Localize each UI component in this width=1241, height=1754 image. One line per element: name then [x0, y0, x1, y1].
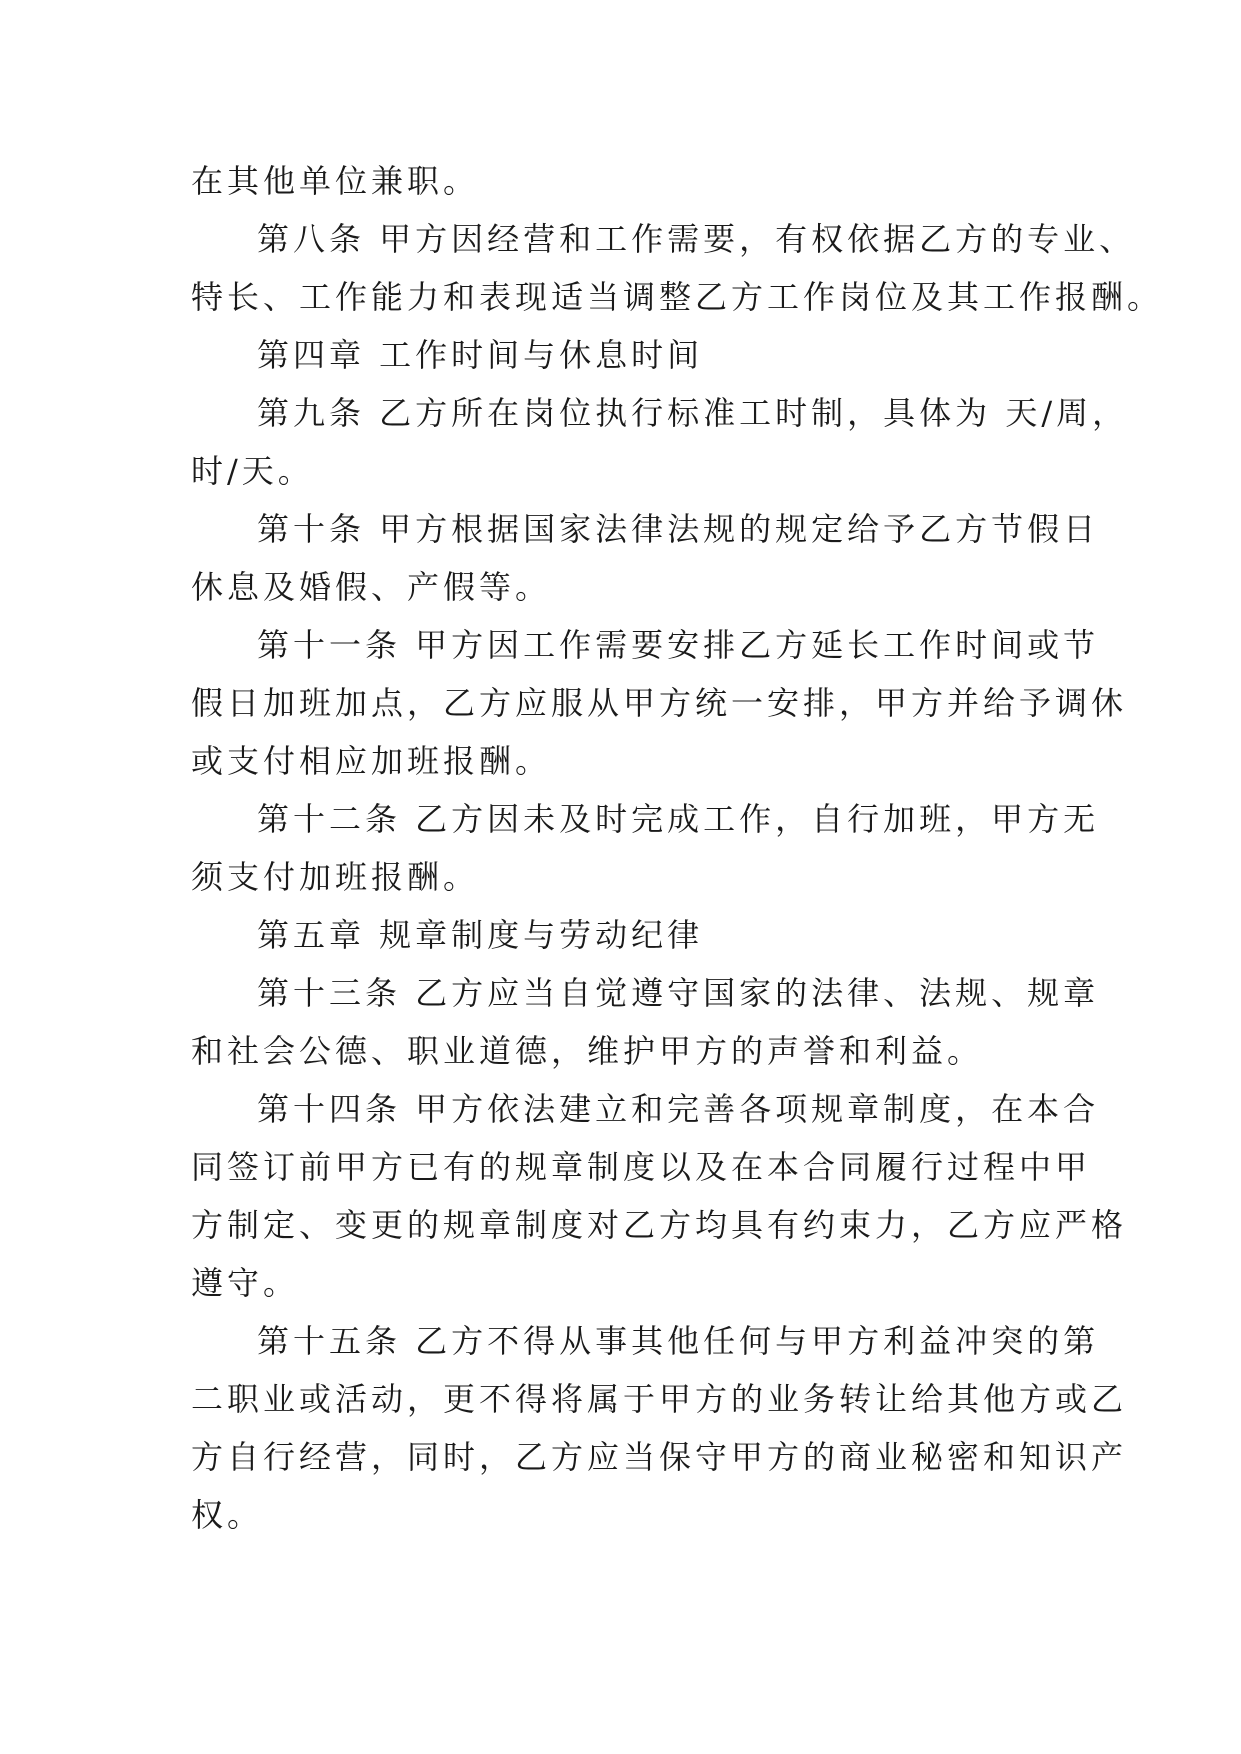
text-line: 特长、工作能力和表现适当调整乙方工作岗位及其工作报酬。	[191, 278, 1164, 316]
text-line: 二职业或活动，更不得将属于甲方的业务转让给其他方或乙	[191, 1380, 1128, 1418]
text-line: 遵守。	[191, 1264, 300, 1302]
article-15-heading-line: 第十五条 乙方不得从事其他任何与甲方利益冲突的第	[257, 1322, 1100, 1360]
text-line: 方自行经营，同时，乙方应当保守甲方的商业秘密和知识产	[191, 1438, 1128, 1476]
text-line: 同签订前甲方已有的规章制度以及在本合同履行过程中甲	[191, 1148, 1092, 1186]
text-line: 和社会公德、职业道德，维护甲方的声誉和利益。	[191, 1032, 984, 1070]
document-body	[191, 152, 1164, 1544]
article-9-heading-line: 第九条 乙方所在岗位执行标准工时制，具体为 天/周，	[257, 394, 1129, 432]
chapter-5-title: 第五章 规章制度与劳动纪律	[257, 916, 704, 954]
text-line: 时/天。	[191, 452, 314, 490]
text-line: 须支付加班报酬。	[191, 858, 480, 896]
text-line: 假日加班加点，乙方应服从甲方统一安排，甲方并给予调休	[191, 684, 1128, 722]
article-10-heading-line: 第十条 甲方根据国家法律法规的规定给予乙方节假日	[257, 510, 1100, 548]
article-8-heading-line: 第八条 甲方因经营和工作需要，有权依据乙方的专业、	[257, 220, 1136, 258]
article-13-heading-line: 第十三条 乙方应当自觉遵守国家的法律、法规、规章	[257, 974, 1100, 1012]
text-line: 或支付相应加班报酬。	[191, 742, 552, 780]
chapter-4-title: 第四章 工作时间与休息时间	[257, 336, 704, 374]
text-line: 在其他单位兼职。	[191, 162, 480, 200]
text-line: 权。	[191, 1496, 264, 1534]
article-14-heading-line: 第十四条 甲方依法建立和完善各项规章制度，在本合	[257, 1090, 1100, 1128]
article-11-heading-line: 第十一条 甲方因工作需要安排乙方延长工作时间或节	[257, 626, 1100, 664]
text-line: 休息及婚假、产假等。	[191, 568, 552, 606]
text-line: 方制定、变更的规章制度对乙方均具有约束力，乙方应严格	[191, 1206, 1128, 1244]
article-12-heading-line: 第十二条 乙方因未及时完成工作，自行加班，甲方无	[257, 800, 1100, 838]
